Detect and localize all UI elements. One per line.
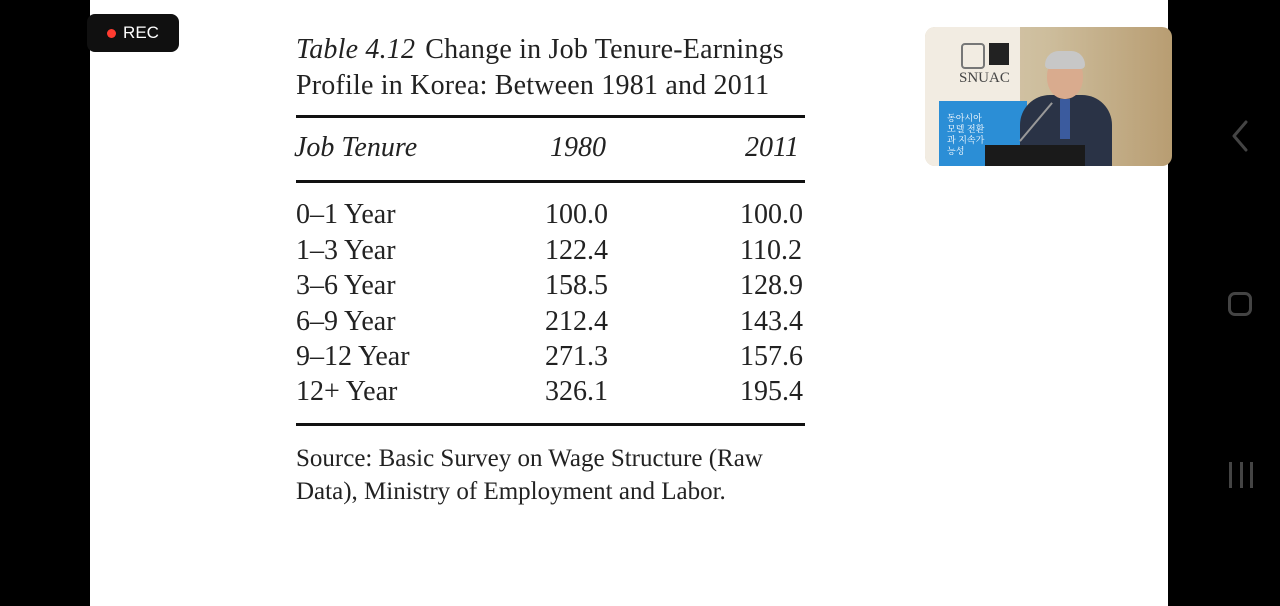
- value-1980-cell: 100.0: [545, 199, 608, 230]
- table-bottom-rule: [296, 423, 805, 426]
- tenure-cell: 12+ Year: [296, 376, 398, 407]
- value-2011-cell: 157.6: [740, 341, 803, 372]
- value-1980-cell: 122.4: [545, 235, 608, 266]
- header-job-tenure: Job Tenure: [294, 132, 418, 163]
- table-title-2: Profile in Korea: Between 1981 and 2011: [296, 70, 770, 101]
- source-line-1: Source: Basic Survey on Wage Structure (Raw: [296, 445, 763, 472]
- table-caption: [296, 32, 816, 104]
- three-bars-icon[interactable]: [1229, 462, 1253, 488]
- speaker-hair: [1045, 51, 1085, 69]
- university-crest-icon: [961, 43, 985, 69]
- chevron-left-icon[interactable]: [1230, 118, 1250, 154]
- table-title-1: Change in Job Tenure-Earnings: [425, 34, 784, 65]
- header-2011: 2011: [745, 132, 799, 163]
- value-2011-cell: 128.9: [740, 270, 803, 301]
- recording-badge: [87, 14, 179, 52]
- value-1980-cell: 212.4: [545, 306, 608, 337]
- tenure-cell: 1–3 Year: [296, 235, 396, 266]
- value-1980-cell: 158.5: [545, 270, 608, 301]
- source-line-2: Data), Ministry of Employment and Labor.: [296, 478, 726, 505]
- table-number: Table 4.12: [296, 34, 416, 65]
- recording-label: REC: [123, 23, 159, 42]
- tenure-cell: 0–1 Year: [296, 199, 396, 230]
- caption-line-1: [296, 32, 816, 68]
- institute-logo-text: SNUAC: [959, 70, 1010, 86]
- header-1980: 1980: [550, 132, 606, 163]
- value-1980-cell: 271.3: [545, 341, 608, 372]
- table-source-note: [296, 442, 816, 508]
- value-2011-cell: 100.0: [740, 199, 803, 230]
- speaker-tie: [1060, 99, 1070, 139]
- record-dot-icon: [107, 29, 116, 38]
- event-banner-text: 동아시아 모델 전환과 지속가능성: [947, 113, 985, 156]
- speaker-video-thumbnail[interactable]: [925, 27, 1172, 166]
- institute-logo-icon: [989, 43, 1009, 65]
- tenure-cell: 9–12 Year: [296, 341, 410, 372]
- rounded-square-icon[interactable]: [1228, 292, 1252, 316]
- tenure-cell: 6–9 Year: [296, 306, 396, 337]
- value-2011-cell: 195.4: [740, 376, 803, 407]
- table-top-rule: [296, 115, 805, 118]
- value-1980-cell: 326.1: [545, 376, 608, 407]
- table-header-rule: [296, 180, 805, 183]
- value-2011-cell: 110.2: [740, 235, 802, 266]
- podium: [985, 145, 1085, 166]
- tenure-cell: 3–6 Year: [296, 270, 396, 301]
- value-2011-cell: 143.4: [740, 306, 803, 337]
